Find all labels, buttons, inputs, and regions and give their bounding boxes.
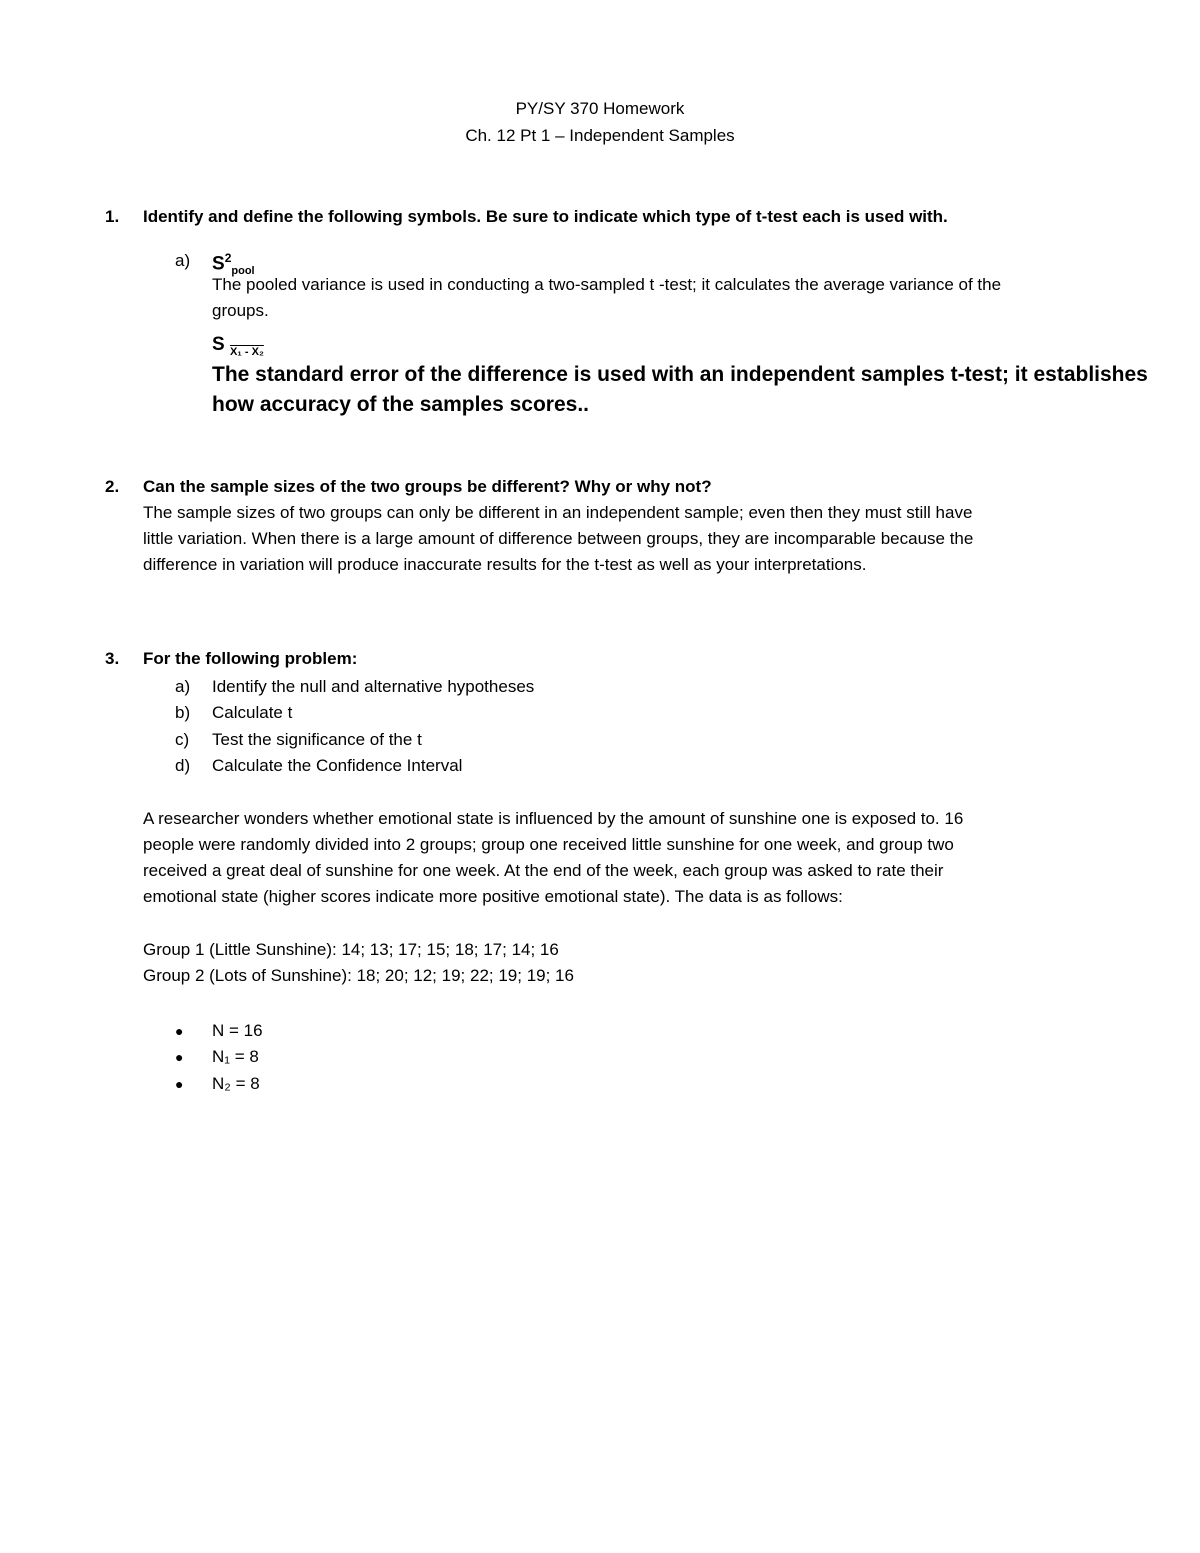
q1-answer-1-line-1: The pooled variance is used in conducting a two-sampled t -test; it calculates the average variance of the xyxy=(212,275,1002,294)
q1-answer-1-line-2: groups. xyxy=(212,301,269,320)
symbol-pooled-variance-sup: 2 xyxy=(224,251,232,265)
bullet-icon: ● xyxy=(175,1076,184,1092)
symbol-standard-error-base: S xyxy=(212,334,225,355)
bullet-icon: ● xyxy=(175,1023,184,1039)
q3-item-a-letter: a) xyxy=(175,677,191,696)
q2-answer-line-3: difference in variation will produce inaccurate results for the t-test as well as your interpretations. xyxy=(143,555,867,574)
q2-answer-line-2: little variation. When there is a large amount of difference between groups, they are incomparable because the xyxy=(143,529,974,548)
q3-item-b-letter: b) xyxy=(175,703,191,722)
q3-problem-line-2: people were randomly divided into 2 groups; group one received little sunshine for one week, and group two xyxy=(143,835,954,854)
q3-item-c-letter: c) xyxy=(175,730,190,749)
bullet-item-n1: N₁ = 8 xyxy=(212,1047,259,1066)
symbol-standard-error-sub: X₁ - X₂ xyxy=(229,345,264,358)
question-2-text: Can the sample sizes of the two groups be different? Why or why not? xyxy=(143,477,712,496)
q1-answer-2-line-1: The standard error of the difference is used with an independent samples t-test; it establishes xyxy=(212,363,1148,386)
q3-item-b-text: Calculate t xyxy=(212,703,293,722)
q3-item-a-text: Identify the null and alternative hypotheses xyxy=(212,677,535,696)
symbol-pooled-variance-sub: pool xyxy=(231,265,255,278)
document-title: PY/SY 370 Homework xyxy=(515,99,685,118)
q3-item-d-letter: d) xyxy=(175,756,191,775)
q3-item-d-text: Calculate the Confidence Interval xyxy=(212,756,463,775)
group-1-data: Group 1 (Little Sunshine): 14; 13; 17; 15; 18; 17; 14; 16 xyxy=(143,940,559,959)
question-3-number: 3. xyxy=(105,649,120,668)
group-2-data: Group 2 (Lots of Sunshine): 18; 20; 12; 19; 22; 19; 19; 16 xyxy=(143,966,574,985)
q1-answer-2-line-2: how accuracy of the samples scores.. xyxy=(212,393,589,416)
bullet-item-n-total: N = 16 xyxy=(212,1021,263,1040)
q3-problem-line-1: A researcher wonders whether emotional state is influenced by the amount of sunshine one is exposed to. 16 xyxy=(143,809,964,828)
question-1-number: 1. xyxy=(105,207,120,226)
question-2-number: 2. xyxy=(105,477,120,496)
question-1-text: Identify and define the following symbols. Be sure to indicate which type of t-test each is used with. xyxy=(143,207,948,226)
bullet-icon: ● xyxy=(175,1049,184,1065)
q3-problem-line-3: received a great deal of sunshine for one week. At the end of the week, each group was asked to rate their xyxy=(143,861,944,880)
q2-answer-line-1: The sample sizes of two groups can only be different in an independent sample; even then they must still have xyxy=(143,503,973,522)
bullet-item-n2: N₂ = 8 xyxy=(212,1074,260,1093)
document-subtitle: Ch. 12 Pt 1 – Independent Samples xyxy=(465,126,735,145)
q1-item-a-letter: a) xyxy=(175,251,191,270)
symbol-pooled-variance-base: S xyxy=(212,253,225,275)
q3-problem-line-4: emotional state (higher scores indicate more positive emotional state). The data is as follows: xyxy=(143,887,843,906)
q3-item-c-text: Test the significance of the t xyxy=(212,730,422,749)
question-3-text: For the following problem: xyxy=(143,649,358,668)
